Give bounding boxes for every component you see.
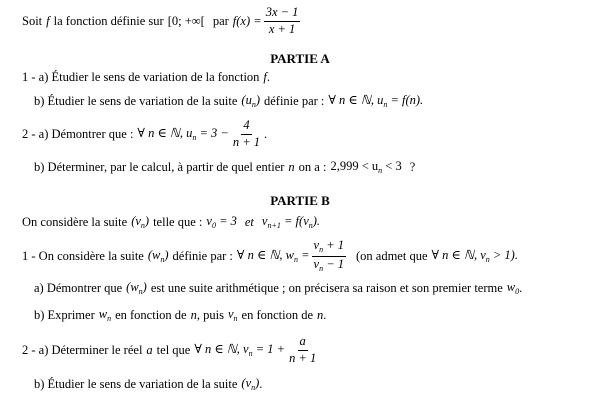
part-a-q2b-n: n [288, 159, 295, 174]
part-a-q1b-def: définie par : [264, 93, 325, 108]
part-a-q1b-text: b) Étudier le sens de variation de la suite [34, 93, 238, 108]
part-b-q2a-formula-1: ∀ n ∈ ℕ, v [194, 341, 249, 356]
part-a-q1a [22, 70, 270, 84]
part-a-q1b-seq-open: (u [241, 92, 252, 107]
part-b-q1-num-end: + 1 [326, 238, 344, 253]
part-a-q2b-ineq-1: 2,999 < u [330, 158, 379, 173]
part-b-title-text: PARTIE B [270, 192, 330, 208]
part-a-q2a-formula [137, 127, 228, 142]
part-b-q2a-fraction [287, 335, 318, 364]
part-b-q1-note-sub: n [485, 254, 490, 264]
intro-text-1: Soit [22, 13, 43, 28]
part-b-intro-seq-sub: n [140, 220, 145, 230]
part-b-q1-note-3: > 1). [492, 247, 518, 262]
part-b-q1a-w0-sub: 0 [515, 286, 520, 296]
part-b-intro-v0-sub: 0 [211, 220, 216, 230]
part-b-q1b-n2: n [317, 307, 324, 322]
intro-text-3: par [212, 13, 229, 28]
part-b-q1-note-formula [432, 249, 518, 264]
part-b-q2a-formula-2: = 1 + [255, 341, 286, 356]
part-b-q2b-seq-sub: n [251, 382, 256, 392]
part-b-q1-seq [148, 249, 169, 264]
part-a-q1b-seq [241, 94, 260, 109]
part-b-q2a-formula-sub: n [248, 348, 253, 358]
part-b-q1a-w0-w: w [506, 279, 516, 294]
part-a-q2b-text: b) Déterminer, par le calcul, à partir de quel entier [34, 159, 285, 174]
part-b-q2a-formula [194, 343, 285, 358]
part-b-q1-formula-eq: = [301, 247, 310, 262]
part-b-q1-seq-close: ) [164, 247, 169, 262]
part-a-q2a-fraction [231, 119, 262, 148]
part-b-intro-and: et [244, 214, 254, 229]
part-a-q1b-formula-sub: n [383, 99, 388, 109]
part-b-q1a-seq [126, 281, 147, 296]
part-b-q1b-mid: en fonction de [115, 307, 187, 322]
part-a-title-text: PARTIE A [270, 50, 330, 66]
part-b-q1a [34, 280, 522, 296]
intro-fraction-num: 3x − 1 [264, 6, 301, 21]
part-b-q1-seq-open: (w [147, 247, 161, 262]
part-b-intro-vn1-v: v [261, 213, 268, 228]
part-b-q1b-w-w: w [98, 306, 108, 321]
part-a-q1a-end: . [266, 69, 271, 84]
part-b-q1a-rest: est une suite arithmétique ; on précisera sa raison et son premier terme [150, 280, 503, 295]
part-b-q2b-text: b) Étudier le sens de variation de la suite [34, 376, 238, 391]
part-b-q2a-text: 2 - a) Déterminer le réel [22, 342, 143, 357]
part-b-q2b-seq-open: (v [241, 375, 252, 390]
part-a-q2a-text: 2 - a) Démontrer que : [22, 126, 134, 141]
part-b-q1-den-v: v [313, 256, 320, 271]
part-b-q1b-n: n [190, 307, 197, 322]
intro-fraction-den: x + 1 [268, 21, 296, 36]
part-a-q2a-formula-sub: n [192, 132, 197, 142]
part-a-q1a-f: f [263, 69, 267, 84]
part-a-q1b-formula [328, 94, 423, 109]
part-a-q2a-end: . [264, 126, 268, 141]
part-b-intro-vn1 [262, 215, 320, 230]
part-a-q2b [34, 159, 415, 175]
part-b-q1-num [312, 239, 347, 256]
part-a-q2b-end: ? [409, 159, 416, 174]
intro-lhs: f(x) = [232, 13, 262, 28]
part-b-intro-v0 [206, 215, 237, 230]
part-a-q2b-mid: on a : [298, 159, 327, 174]
part-b-q2b-end: . [259, 376, 263, 391]
part-b-q1-num-v: v [313, 238, 320, 253]
part-b-intro [22, 214, 320, 230]
part-b-intro-1: On considère la suite [22, 214, 128, 229]
intro-f: f [46, 13, 50, 28]
part-b-q2a-den: n + 1 [289, 350, 317, 365]
part-b-title [0, 193, 600, 207]
part-a-q1b-formula-1: ∀ n ∈ ℕ, u [328, 92, 384, 107]
part-b-q2b-seq [241, 377, 259, 392]
part-b-q1a-seq-close: ) [142, 279, 147, 294]
part-b-intro-vn1-val: = f(v [284, 213, 309, 228]
part-a-q1b-formula-2: = f(n). [390, 92, 424, 107]
part-a-q2a [22, 116, 267, 152]
part-a-q2b-ineq-2: < 3 [385, 158, 402, 173]
part-b-q1-formula [237, 249, 310, 264]
part-b-q1b-text: b) Exprimer [34, 307, 95, 322]
part-b-q1-text: 1 - On considère la suite [22, 248, 144, 263]
part-b-q1b-w-sub: n [107, 313, 112, 323]
part-a-q1a-text: 1 - a) Étudier le sens de variation de la fonction [22, 69, 260, 84]
part-a-q2b-ineq-sub: n [378, 165, 383, 175]
part-b-q1b-w [99, 308, 111, 323]
part-b-intro-v0-v: v [206, 213, 212, 228]
part-b-q1b-v-sub: n [233, 313, 238, 323]
part-a-q2a-formula-1: ∀ n ∈ ℕ, u [137, 125, 193, 140]
part-b-q1a-w0 [507, 281, 519, 296]
part-b-q1-num-sub: n [319, 245, 324, 255]
part-b-intro-2: telle que : [153, 214, 203, 229]
part-a-q1b-seq-close: ) [255, 92, 260, 107]
part-a-q1b [34, 93, 423, 109]
part-b-q2a-num: a [298, 335, 308, 350]
part-b-q1-def: définie par : [172, 248, 233, 263]
intro-fraction [264, 6, 301, 35]
part-b-q1-note-2: ∀ n ∈ ℕ, v [431, 247, 486, 262]
part-b-q1-formula-sub: n [293, 254, 298, 264]
part-b-intro-vn1-end: ). [312, 213, 321, 228]
part-b-intro-seq-close: ) [144, 213, 150, 228]
part-b-q1a-end: . [519, 280, 523, 295]
part-b-intro-vn1-arg-sub: n [308, 220, 313, 230]
intro-text-2: la fonction définie sur [53, 13, 164, 28]
part-a-q2a-den: n + 1 [232, 134, 261, 149]
part-b-q1-den-sub: n [319, 263, 324, 273]
part-b-q1-seq-sub: n [160, 254, 165, 264]
part-b-q1b [34, 307, 326, 323]
part-b-q1-den-end: − 1 [326, 256, 344, 271]
part-b-q1b-mid2: , puis [196, 307, 224, 322]
part-b-q1-note-1: (on admet que [356, 248, 428, 263]
part-b-intro-seq [131, 215, 149, 230]
part-a-q1b-seq-sub: n [251, 99, 256, 109]
part-b-intro-vn1-sub: n+1 [267, 220, 281, 230]
part-b-q1-fraction [312, 239, 347, 273]
part-b-q1a-text: a) Démontrer que [34, 280, 123, 295]
intro-line [22, 4, 302, 38]
part-a-q2b-ineq [330, 160, 401, 175]
part-b-q1a-seq-sub: n [138, 286, 143, 296]
intro-interval: [0; +∞[ [167, 13, 205, 28]
part-b-q1b-v [228, 308, 238, 323]
part-b-q1a-seq-open: (w [126, 279, 139, 294]
part-b-q1-formula-1: ∀ n ∈ ℕ, w [236, 247, 294, 262]
part-a-q2a-num: 4 [241, 119, 251, 134]
part-b-q1b-v-v: v [227, 306, 234, 321]
part-b-intro-v0-val: = 3 [219, 213, 237, 228]
part-a-title [0, 51, 600, 65]
part-b-q1 [22, 238, 518, 274]
part-b-q1b-mid3: en fonction de [241, 307, 314, 322]
part-b-q2a [22, 332, 320, 368]
part-b-q1-den [312, 257, 347, 273]
part-b-q2a-a: a [146, 342, 153, 357]
part-b-q2a-mid: tel que [156, 342, 191, 357]
part-a-q2a-formula-2: = 3 − [199, 125, 229, 140]
part-b-intro-seq-open: (v [131, 213, 141, 228]
part-b-q2b-seq-close: ) [255, 375, 260, 390]
part-b-q2b [34, 376, 262, 392]
part-b-q1b-end: . [323, 307, 327, 322]
